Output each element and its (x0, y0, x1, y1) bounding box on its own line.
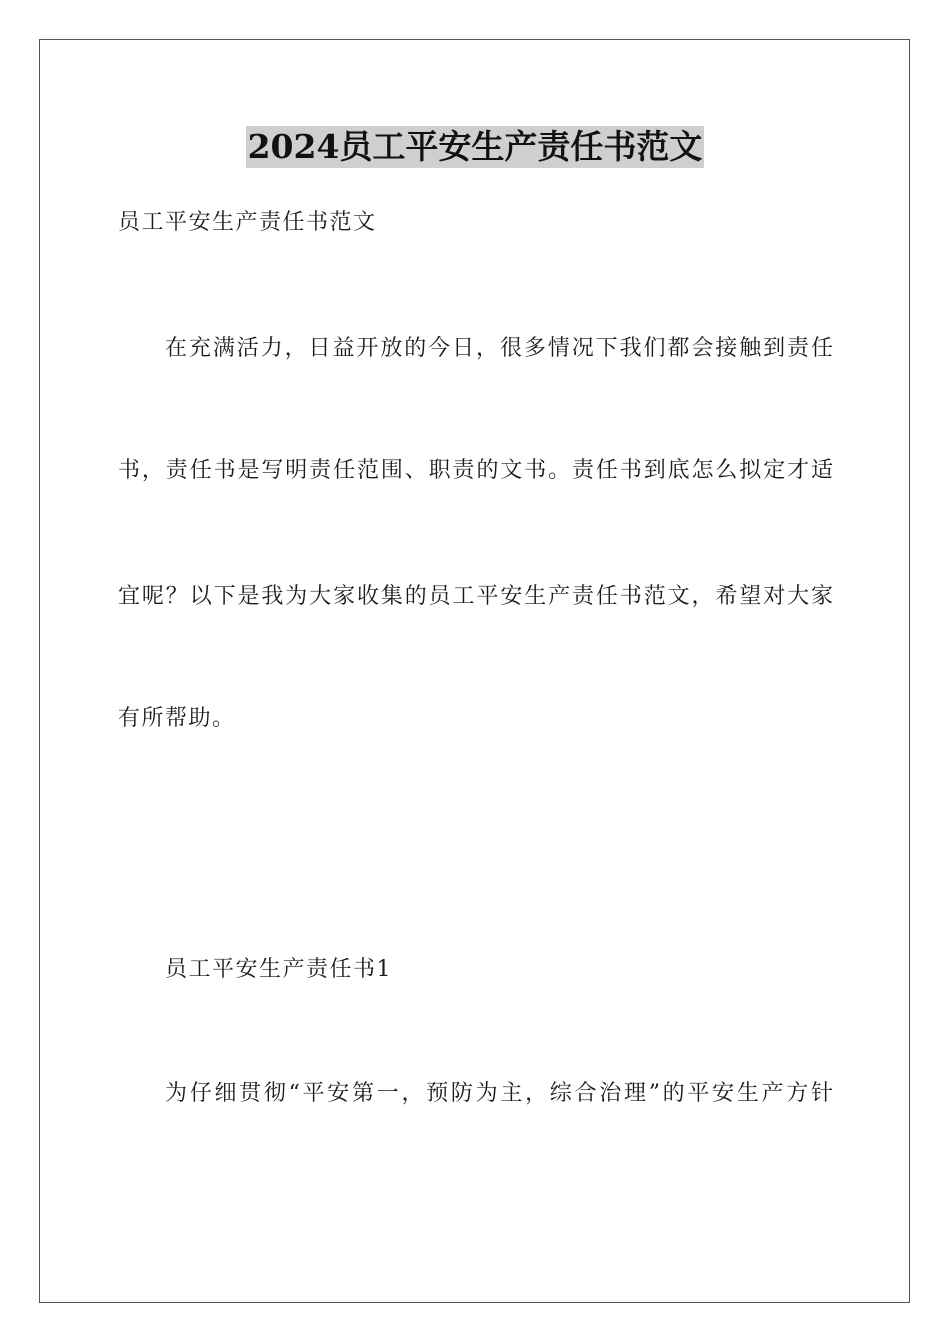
intro-line-2: 书，责任书是写明责任范围、职责的文书。责任书到底怎么拟定才适 (118, 458, 833, 483)
section-line-1: 为仔细贯彻“平安第一，预防为主，综合治理”的平安生产方针 (165, 1081, 833, 1106)
section-heading: 员工平安生产责任书1 (165, 957, 392, 982)
document-title: 2024员工平安生产责任书范文 (247, 127, 703, 166)
document-subtitle: 员工平安生产责任书范文 (118, 210, 377, 235)
intro-line-1: 在充满活力，日益开放的今日，很多情况下我们都会接触到责任 (165, 336, 833, 361)
title-container (0, 126, 950, 168)
intro-line-3: 宜呢？以下是我为大家收集的员工平安生产责任书范文，希望对大家 (118, 584, 833, 609)
intro-line-4: 有所帮助。 (118, 706, 236, 731)
